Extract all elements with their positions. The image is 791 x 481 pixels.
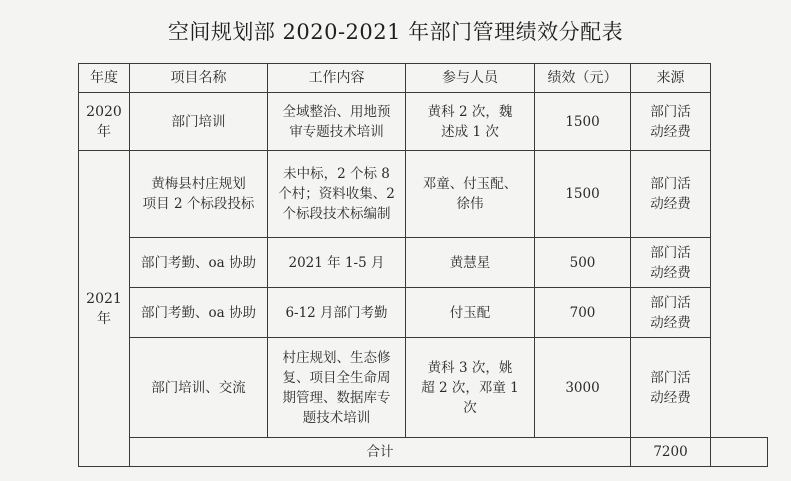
table-row bbox=[79, 338, 768, 438]
project-cell: 黄梅县村庄规划 项目 2 个标段投标 bbox=[130, 151, 268, 238]
people-cell: 黄慧星 bbox=[406, 238, 535, 288]
people-cell: 黄科 3 次，姚 超 2 次，邓童 1 次 bbox=[406, 338, 535, 438]
header-amount: 绩效（元） bbox=[535, 64, 631, 93]
year-cell: 2021 年 bbox=[79, 151, 130, 467]
total-source-empty bbox=[711, 438, 768, 467]
source-cell: 部门活 动经费 bbox=[631, 93, 711, 151]
table-row bbox=[79, 238, 768, 288]
header-source: 来源 bbox=[631, 64, 711, 93]
table-header-row bbox=[79, 64, 768, 93]
source-cell: 部门活 动经费 bbox=[631, 238, 711, 288]
table-row bbox=[79, 151, 768, 238]
content-cell: 6-12 月部门考勤 bbox=[268, 288, 406, 338]
table-row bbox=[79, 93, 768, 151]
total-label: 合计 bbox=[130, 438, 631, 467]
source-cell: 部门活 动经费 bbox=[631, 151, 711, 238]
content-cell: 2021 年 1-5 月 bbox=[268, 238, 406, 288]
people-cell: 黄科 2 次，魏 述成 1 次 bbox=[406, 93, 535, 151]
amount-cell: 1500 bbox=[535, 93, 631, 151]
amount-cell: 700 bbox=[535, 288, 631, 338]
amount-cell: 500 bbox=[535, 238, 631, 288]
project-cell: 部门考勤、oa 协助 bbox=[130, 238, 268, 288]
total-row bbox=[79, 438, 768, 467]
people-cell: 邓童、付玉配、 徐伟 bbox=[406, 151, 535, 238]
content-cell: 未中标，2 个标 8 个村；资料收集、2 个标段技术标编制 bbox=[268, 151, 406, 238]
header-year: 年度 bbox=[79, 64, 130, 93]
project-cell: 部门培训、交流 bbox=[130, 338, 268, 438]
content-cell: 村庄规划、生态修 复、项目全生命周 期管理、数据库专 题技术培训 bbox=[268, 338, 406, 438]
people-cell: 付玉配 bbox=[406, 288, 535, 338]
project-cell: 部门培训 bbox=[130, 93, 268, 151]
header-content: 工作内容 bbox=[268, 64, 406, 93]
content-cell: 全域整治、用地预 审专题技术培训 bbox=[268, 93, 406, 151]
header-people: 参与人员 bbox=[406, 64, 535, 93]
document-title: 空间规划部 2020-2021 年部门管理绩效分配表 bbox=[167, 20, 624, 44]
source-cell: 部门活 动经费 bbox=[631, 288, 711, 338]
source-cell: 部门活 动经费 bbox=[631, 338, 711, 438]
header-project: 项目名称 bbox=[130, 64, 268, 93]
performance-table bbox=[78, 63, 768, 467]
table-row bbox=[79, 288, 768, 338]
total-amount: 7200 bbox=[631, 438, 711, 467]
project-cell: 部门考勤、oa 协助 bbox=[130, 288, 268, 338]
amount-cell: 3000 bbox=[535, 338, 631, 438]
year-cell: 2020 年 bbox=[79, 93, 130, 151]
amount-cell: 1500 bbox=[535, 151, 631, 238]
